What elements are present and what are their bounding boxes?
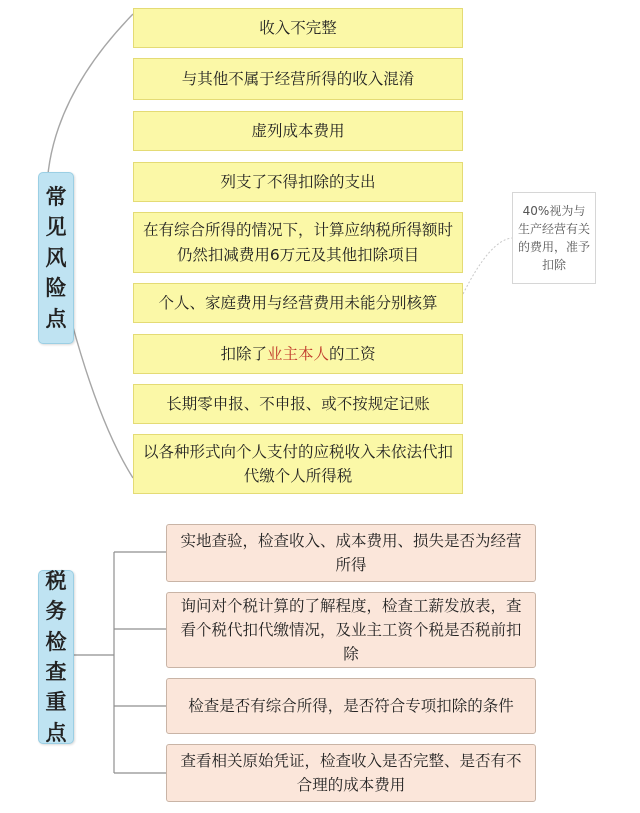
risk-item [133, 384, 463, 424]
risk-item-text: 收入不完整 [259, 18, 337, 37]
check-label-char: 查 [45, 660, 67, 684]
risk-label-char: 常 [45, 184, 67, 209]
side-note [512, 192, 596, 284]
risk-item [133, 162, 463, 202]
risk-item-text: 列支了不得扣除的支出 [220, 172, 376, 191]
risk-label-char: 见 [45, 215, 67, 240]
check-section-label [38, 570, 74, 744]
risk-section-label [38, 172, 74, 344]
check-item-text: 查看相关原始凭证，检查收入是否完整、是否有不合理的成本费用 [180, 751, 522, 794]
check-item-text: 实地查验，检查收入、成本费用、损失是否为经营所得 [180, 531, 522, 574]
risk-item-text: 在有综合所得的情况下，计算应纳税所得额时仍然扣减费用6万元及其他扣除项目 [142, 221, 453, 264]
side-note-text: 40%视为与生产经营有关的费用，准予扣除 [517, 204, 590, 272]
check-label-char: 点 [45, 720, 67, 745]
risk-item [133, 283, 463, 323]
check-label-char: 务 [45, 599, 67, 624]
check-label-char: 检 [45, 629, 67, 654]
check-label-char: 重 [45, 690, 67, 715]
note-connector [463, 238, 512, 294]
risk-item [133, 334, 463, 374]
risk-label-char: 风 [45, 245, 67, 270]
risk-item [133, 58, 463, 100]
check-item-text: 检查是否有综合所得，是否符合专项扣除的条件 [188, 696, 514, 715]
risk-item [133, 111, 463, 151]
check-item [166, 678, 536, 734]
risk-item-text: 虚列成本费用 [251, 121, 345, 140]
risk-label-char: 点 [45, 306, 67, 331]
check-item [166, 592, 536, 668]
risk-item [133, 8, 463, 48]
risk-item-text: 以各种形式向个人支付的应税收入未依法代扣代缴个人所得税 [142, 442, 453, 485]
risk-item-text-suffix: 的工资 [329, 344, 376, 363]
risk-item-text [220, 342, 375, 366]
risk-item [133, 212, 463, 273]
risk-item-text: 与其他不属于经营所得的收入混淆 [181, 69, 415, 88]
risk-item-text: 长期零申报、不申报、或不按规定记账 [166, 394, 430, 413]
risk-item-text: 个人、家庭费用与经营费用未能分别核算 [158, 293, 438, 312]
check-label-char: 税 [45, 568, 67, 593]
risk-item [133, 434, 463, 494]
check-item [166, 744, 536, 802]
risk-label-char: 险 [45, 276, 67, 301]
check-item [166, 524, 536, 582]
check-item-text: 询问对个税计算的了解程度，检查工薪发放表，查看个税代扣代缴情况，及业主工资个税是否税前扣除 [180, 596, 522, 663]
risk-item-text-highlight: 业主本人 [266, 344, 329, 363]
risk-item-text-prefix: 扣除了 [220, 344, 267, 363]
check-bracket [72, 552, 166, 773]
